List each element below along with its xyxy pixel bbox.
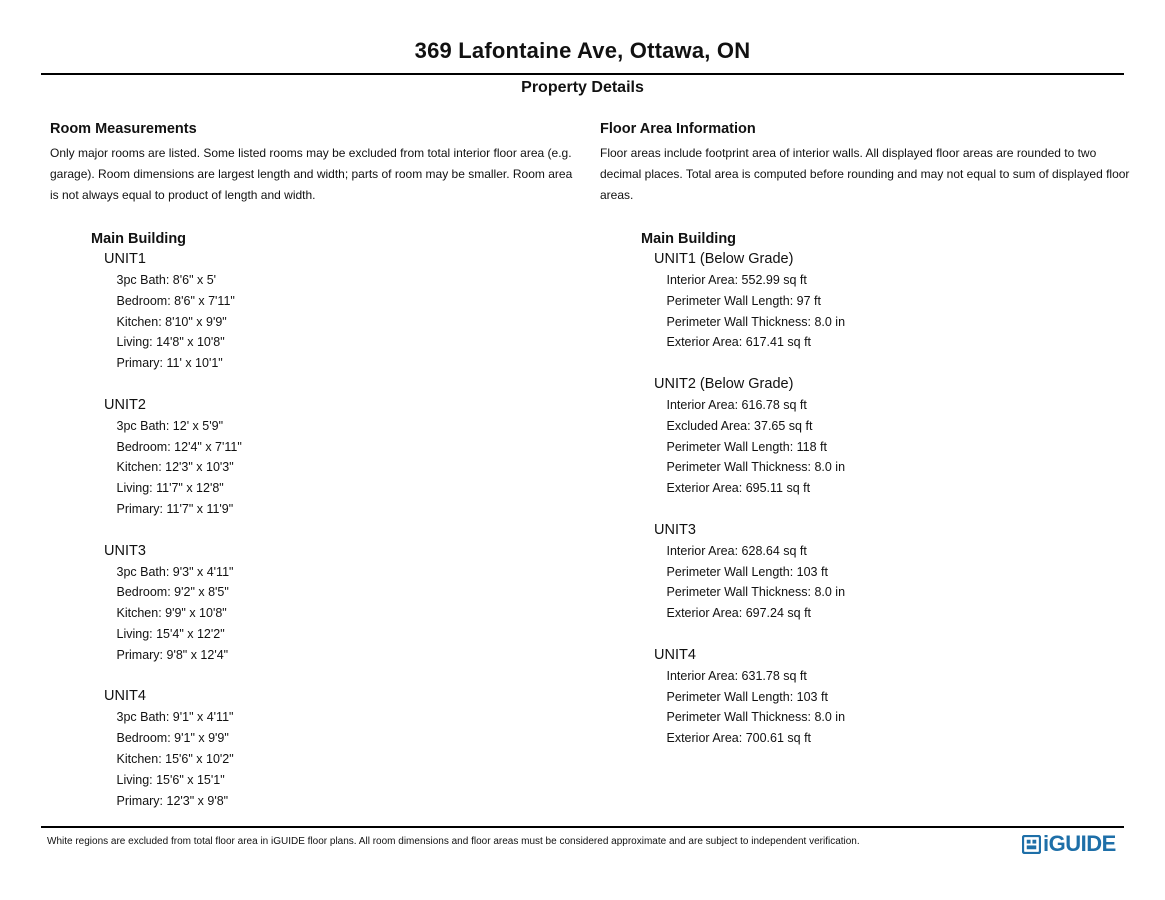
room-unit-name: UNIT2 (104, 396, 146, 413)
floor-unit (654, 249, 1130, 353)
floor-area-line: Perimeter Wall Length: 97 ft (666, 293, 821, 308)
floor-unit (654, 374, 1130, 499)
room-dimension: Primary: 9'8" x 12'4" (116, 647, 229, 662)
footer-disclaimer: White regions are excluded from total floor area in iGUIDE floor plans. All room dimensions and floor areas must be considered approximate and are subject to independent verification. (47, 836, 860, 847)
floor-area-line: Perimeter Wall Thickness: 8.0 in (666, 585, 846, 600)
room-dimension: Kitchen: 15'6" x 10'2" (116, 751, 234, 766)
floor-area-intro: Floor areas include footprint area of interior walls. All displayed floor areas are rounded to two decimal places. Total area is computed before rounding and may not equal to sum of displayed floor areas. (600, 146, 1130, 202)
floor-area-line: Interior Area: 552.99 sq ft (666, 273, 807, 287)
floor-unit-name: UNIT4 (654, 646, 696, 663)
floor-area-line: Exterior Area: 617.41 sq ft (666, 335, 812, 350)
room-dimension: 3pc Bath: 9'3" x 4'11" (116, 564, 234, 579)
room-dimension: Kitchen: 12'3" x 10'3" (116, 460, 234, 475)
room-unit (104, 249, 575, 374)
floor-area-line: Perimeter Wall Length: 103 ft (666, 689, 828, 704)
floor-unit-name: UNIT2 (Below Grade) (654, 375, 794, 392)
room-measurements-heading: Room Measurements (50, 121, 197, 137)
room-dimension: Living: 15'6" x 15'1" (116, 772, 225, 787)
room-dimension: Primary: 11' x 10'1" (116, 356, 223, 371)
room-unit-name: UNIT1 (104, 251, 146, 267)
floor-area-line: Excluded Area: 37.65 sq ft (666, 418, 813, 433)
floor-area-line: Exterior Area: 697.24 sq ft (666, 606, 812, 621)
floor-area-line: Exterior Area: 700.61 sq ft (666, 731, 812, 746)
room-dimension: Living: 14'8" x 10'8" (116, 335, 225, 350)
floor-area-line: Perimeter Wall Length: 103 ft (666, 564, 828, 579)
room-dimension: 3pc Bath: 9'1" x 4'11" (116, 710, 234, 725)
floor-unit-name: UNIT1 (Below Grade) (654, 251, 794, 267)
room-dimension: Bedroom: 9'2" x 8'5" (116, 585, 229, 600)
room-unit (104, 686, 575, 811)
page-title: 369 Lafontaine Ave, Ottawa, ON (414, 38, 751, 63)
floor-unit (654, 520, 1130, 624)
iguide-logo (1022, 832, 1116, 856)
room-dimension: Kitchen: 9'9" x 10'8" (116, 606, 227, 621)
floor-area-line: Exterior Area: 695.11 sq ft (666, 481, 811, 496)
room-dimension: Living: 15'4" x 12'2" (116, 626, 225, 641)
room-dimension: 3pc Bath: 8'6" x 5' (116, 273, 217, 287)
floor-area-heading: Floor Area Information (600, 121, 756, 137)
floor-unit (654, 645, 1130, 749)
floor-area-line: Interior Area: 616.78 sq ft (666, 397, 807, 412)
floor-area-line: Perimeter Wall Length: 118 ft (666, 439, 827, 454)
header-divider (41, 73, 1124, 75)
iguide-logo-icon (1022, 835, 1041, 854)
room-dimension: Primary: 11'7" x 11'9" (116, 501, 234, 516)
room-dimension: Kitchen: 8'10" x 9'9" (116, 314, 227, 329)
room-dimension: Bedroom: 8'6" x 7'11" (116, 293, 235, 308)
room-dimension: Bedroom: 9'1" x 9'9" (116, 731, 229, 746)
footer-divider (41, 826, 1124, 828)
floor-area-section (600, 120, 1130, 749)
room-unit-name: UNIT3 (104, 542, 146, 559)
page-subtitle: Property Details (521, 79, 644, 96)
room-measurements-section (50, 120, 575, 811)
room-dimension: Bedroom: 12'4" x 7'11" (116, 439, 242, 454)
floor-area-line: Perimeter Wall Thickness: 8.0 in (666, 460, 846, 475)
room-measurements-intro: Only major rooms are listed. Some listed rooms may be excluded from total interior floor area (e.g. garage). Room dimensions are largest length and width; parts of room may be smaller. Room area is not always equal to product of length and width. (50, 146, 573, 202)
floor-area-line: Perimeter Wall Thickness: 8.0 in (666, 314, 846, 329)
iguide-logo-text: iGUIDE (1043, 831, 1116, 856)
room-dimension: Primary: 12'3" x 9'8" (116, 793, 229, 808)
floor-building-heading: Main Building (641, 231, 737, 247)
floor-area-line: Perimeter Wall Thickness: 8.0 in (666, 710, 846, 725)
room-building-heading: Main Building (91, 231, 187, 247)
floor-unit-name: UNIT3 (654, 521, 696, 538)
room-unit (104, 395, 575, 520)
room-dimension: 3pc Bath: 12' x 5'9" (116, 418, 224, 433)
room-dimension: Living: 11'7" x 12'8" (116, 481, 224, 496)
room-unit (104, 541, 575, 666)
room-unit-name: UNIT4 (104, 688, 146, 705)
floor-area-line: Interior Area: 631.78 sq ft (666, 668, 807, 683)
floor-area-line: Interior Area: 628.64 sq ft (666, 543, 807, 558)
